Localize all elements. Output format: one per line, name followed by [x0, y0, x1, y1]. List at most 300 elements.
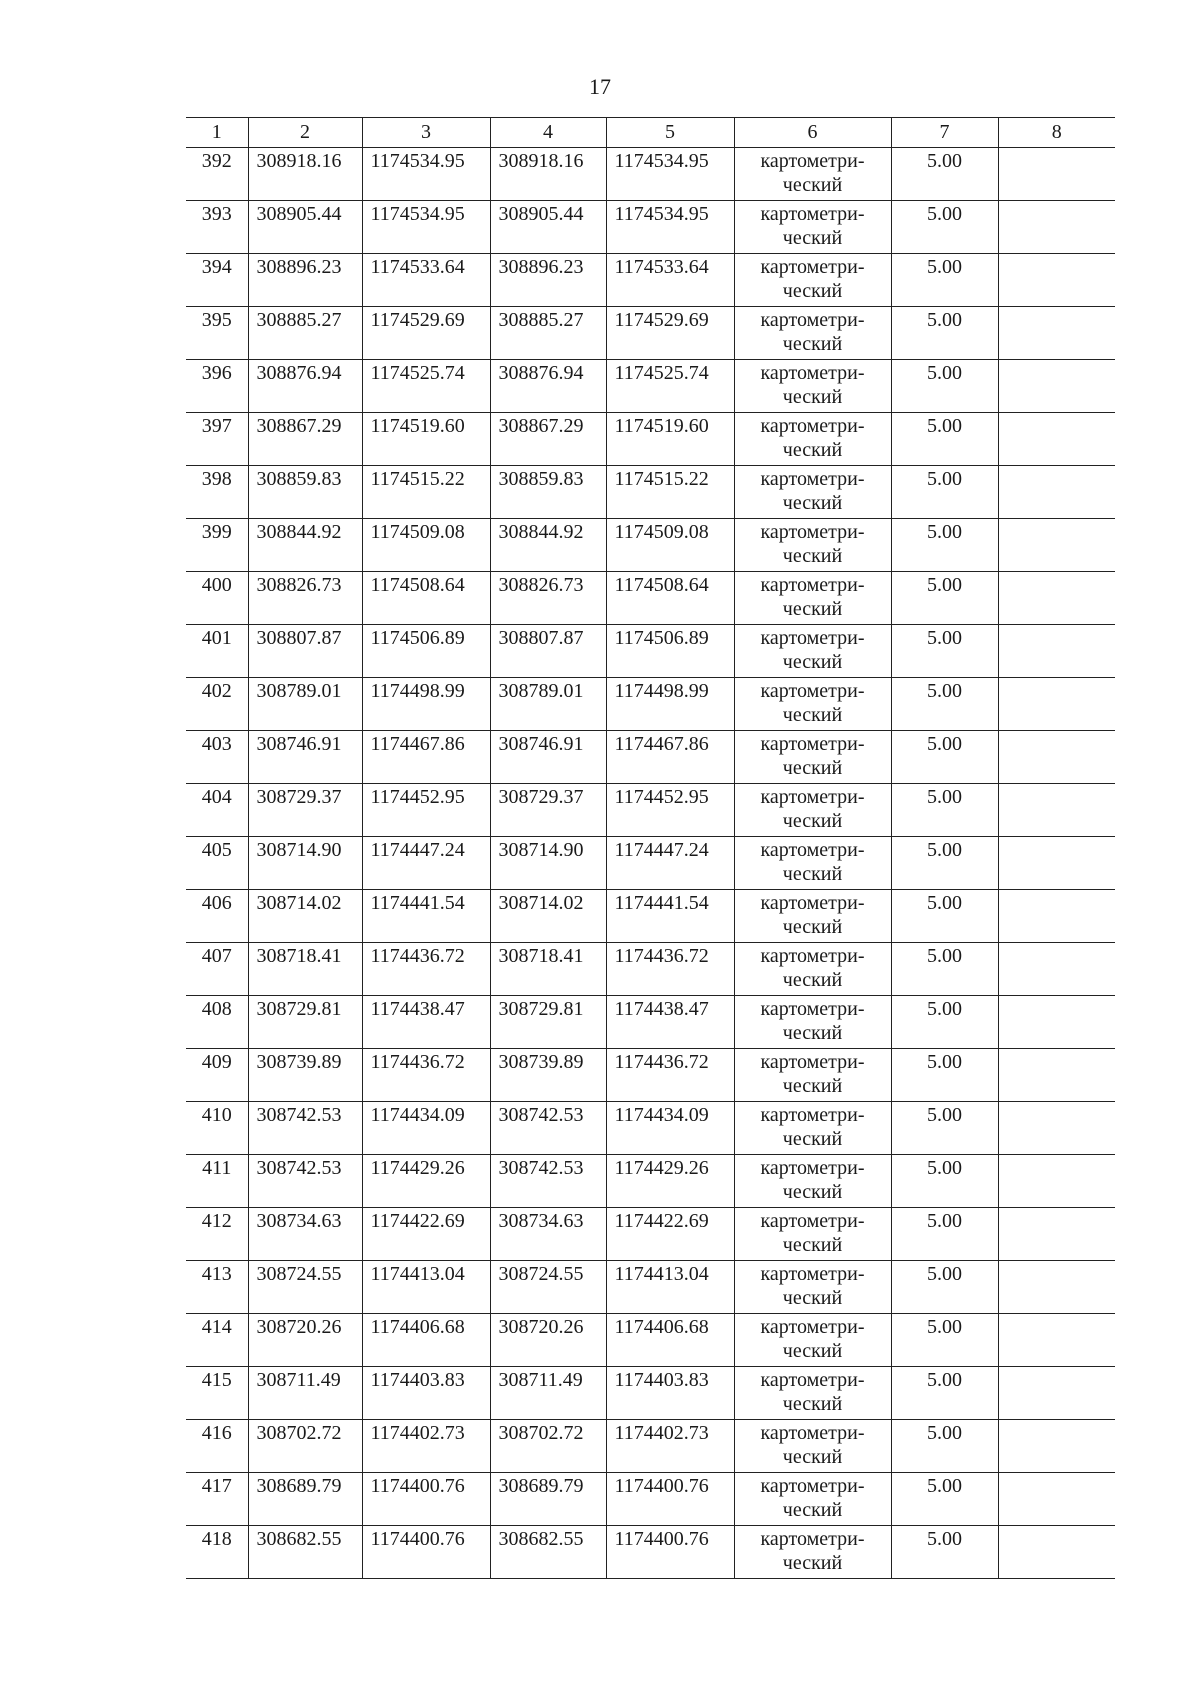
accuracy-cell: 5.00 [891, 466, 998, 519]
point-number-cell: 411 [186, 1155, 248, 1208]
method-line-1: картометри- [760, 415, 865, 437]
x-coordinate-2-cell: 308844.92 [490, 519, 606, 572]
y-coordinate-2-cell: 1174441.54 [606, 890, 734, 943]
y-coordinate-2-cell: 1174402.73 [606, 1420, 734, 1473]
note-cell [998, 837, 1115, 890]
method-line-1: картометри- [760, 892, 865, 914]
point-number-cell: 393 [186, 201, 248, 254]
method-line-2: ческий [782, 863, 843, 885]
method-line-2: ческий [782, 1340, 843, 1362]
x-coordinate-2-cell: 308885.27 [490, 307, 606, 360]
point-number-cell: 417 [186, 1473, 248, 1526]
table-row [186, 1526, 1115, 1579]
table-row [186, 572, 1115, 625]
header-col-4: 4 [490, 118, 606, 148]
method-line-1: картометри- [760, 945, 865, 967]
point-number-cell: 395 [186, 307, 248, 360]
method-line-2: ческий [782, 333, 843, 355]
accuracy-cell: 5.00 [891, 784, 998, 837]
y-coordinate-cell: 1174436.72 [362, 1049, 490, 1102]
method-cell [734, 943, 891, 996]
accuracy-cell: 5.00 [891, 731, 998, 784]
y-coordinate-2-cell: 1174403.83 [606, 1367, 734, 1420]
accuracy-cell: 5.00 [891, 1208, 998, 1261]
method-line-2: ческий [782, 492, 843, 514]
accuracy-cell: 5.00 [891, 996, 998, 1049]
x-coordinate-cell: 308714.02 [248, 890, 362, 943]
method-line-1: картометри- [760, 468, 865, 490]
x-coordinate-cell: 308885.27 [248, 307, 362, 360]
y-coordinate-2-cell: 1174447.24 [606, 837, 734, 890]
method-cell [734, 1261, 891, 1314]
point-number-cell: 408 [186, 996, 248, 1049]
method-line-1: картометри- [760, 1104, 865, 1126]
method-line-1: картометри- [760, 733, 865, 755]
table-row [186, 1261, 1115, 1314]
point-number-cell: 407 [186, 943, 248, 996]
accuracy-cell: 5.00 [891, 1420, 998, 1473]
note-cell [998, 784, 1115, 837]
table-row [186, 784, 1115, 837]
method-line-2: ческий [782, 1075, 843, 1097]
x-coordinate-cell: 308746.91 [248, 731, 362, 784]
y-coordinate-cell: 1174447.24 [362, 837, 490, 890]
point-number-cell: 405 [186, 837, 248, 890]
point-number-cell: 398 [186, 466, 248, 519]
table-row [186, 254, 1115, 307]
x-coordinate-cell: 308918.16 [248, 148, 362, 201]
y-coordinate-2-cell: 1174429.26 [606, 1155, 734, 1208]
note-cell [998, 943, 1115, 996]
header-col-8: 8 [998, 118, 1115, 148]
table-row [186, 1473, 1115, 1526]
header-col-5: 5 [606, 118, 734, 148]
method-line-1: картометри- [760, 1422, 865, 1444]
method-line-2: ческий [782, 969, 843, 991]
method-line-2: ческий [782, 439, 843, 461]
accuracy-cell: 5.00 [891, 360, 998, 413]
note-cell [998, 201, 1115, 254]
x-coordinate-cell: 308905.44 [248, 201, 362, 254]
accuracy-cell: 5.00 [891, 519, 998, 572]
y-coordinate-cell: 1174533.64 [362, 254, 490, 307]
x-coordinate-2-cell: 308918.16 [490, 148, 606, 201]
point-number-cell: 397 [186, 413, 248, 466]
note-cell [998, 413, 1115, 466]
x-coordinate-cell: 308826.73 [248, 572, 362, 625]
method-cell [734, 1049, 891, 1102]
note-cell [998, 890, 1115, 943]
x-coordinate-2-cell: 308876.94 [490, 360, 606, 413]
x-coordinate-2-cell: 308896.23 [490, 254, 606, 307]
point-number-cell: 416 [186, 1420, 248, 1473]
note-cell [998, 519, 1115, 572]
accuracy-cell: 5.00 [891, 837, 998, 890]
y-coordinate-2-cell: 1174436.72 [606, 943, 734, 996]
x-coordinate-2-cell: 308789.01 [490, 678, 606, 731]
method-cell [734, 1420, 891, 1473]
point-number-cell: 404 [186, 784, 248, 837]
y-coordinate-cell: 1174434.09 [362, 1102, 490, 1155]
point-number-cell: 403 [186, 731, 248, 784]
method-line-1: картометри- [760, 574, 865, 596]
note-cell [998, 1155, 1115, 1208]
accuracy-cell: 5.00 [891, 1367, 998, 1420]
point-number-cell: 412 [186, 1208, 248, 1261]
point-number-cell: 414 [186, 1314, 248, 1367]
accuracy-cell: 5.00 [891, 1261, 998, 1314]
method-line-1: картометри- [760, 1316, 865, 1338]
point-number-cell: 402 [186, 678, 248, 731]
x-coordinate-2-cell: 308718.41 [490, 943, 606, 996]
table-row [186, 837, 1115, 890]
table-row [186, 519, 1115, 572]
method-line-2: ческий [782, 651, 843, 673]
x-coordinate-cell: 308896.23 [248, 254, 362, 307]
y-coordinate-2-cell: 1174519.60 [606, 413, 734, 466]
y-coordinate-2-cell: 1174534.95 [606, 148, 734, 201]
y-coordinate-cell: 1174406.68 [362, 1314, 490, 1367]
point-number-cell: 392 [186, 148, 248, 201]
y-coordinate-2-cell: 1174498.99 [606, 678, 734, 731]
y-coordinate-cell: 1174429.26 [362, 1155, 490, 1208]
note-cell [998, 996, 1115, 1049]
point-number-cell: 396 [186, 360, 248, 413]
y-coordinate-2-cell: 1174452.95 [606, 784, 734, 837]
method-line-1: картометри- [760, 1157, 865, 1179]
method-line-1: картометри- [760, 627, 865, 649]
x-coordinate-cell: 308724.55 [248, 1261, 362, 1314]
x-coordinate-2-cell: 308729.81 [490, 996, 606, 1049]
point-number-cell: 406 [186, 890, 248, 943]
table-row [186, 1155, 1115, 1208]
method-line-2: ческий [782, 1181, 843, 1203]
method-cell [734, 1367, 891, 1420]
method-line-2: ческий [782, 227, 843, 249]
point-number-cell: 399 [186, 519, 248, 572]
method-line-1: картометри- [760, 1475, 865, 1497]
note-cell [998, 1367, 1115, 1420]
method-line-1: картометри- [760, 839, 865, 861]
note-cell [998, 1261, 1115, 1314]
table-row [186, 466, 1115, 519]
note-cell [998, 360, 1115, 413]
point-number-cell: 415 [186, 1367, 248, 1420]
x-coordinate-2-cell: 308724.55 [490, 1261, 606, 1314]
method-line-2: ческий [782, 598, 843, 620]
method-cell [734, 254, 891, 307]
point-number-cell: 400 [186, 572, 248, 625]
method-cell [734, 1155, 891, 1208]
method-line-1: картометри- [760, 309, 865, 331]
x-coordinate-cell: 308718.41 [248, 943, 362, 996]
y-coordinate-cell: 1174400.76 [362, 1473, 490, 1526]
point-number-cell: 409 [186, 1049, 248, 1102]
y-coordinate-2-cell: 1174533.64 [606, 254, 734, 307]
x-coordinate-cell: 308734.63 [248, 1208, 362, 1261]
x-coordinate-cell: 308867.29 [248, 413, 362, 466]
header-col-2: 2 [248, 118, 362, 148]
method-line-1: картометри- [760, 203, 865, 225]
accuracy-cell: 5.00 [891, 1049, 998, 1102]
y-coordinate-cell: 1174400.76 [362, 1526, 490, 1579]
y-coordinate-2-cell: 1174467.86 [606, 731, 734, 784]
x-coordinate-cell: 308807.87 [248, 625, 362, 678]
header-col-1: 1 [186, 118, 248, 148]
x-coordinate-2-cell: 308689.79 [490, 1473, 606, 1526]
method-line-2: ческий [782, 174, 843, 196]
x-coordinate-cell: 308729.81 [248, 996, 362, 1049]
note-cell [998, 1102, 1115, 1155]
method-cell [734, 1208, 891, 1261]
point-number-cell: 418 [186, 1526, 248, 1579]
accuracy-cell: 5.00 [891, 254, 998, 307]
method-cell [734, 413, 891, 466]
method-line-2: ческий [782, 757, 843, 779]
method-cell [734, 890, 891, 943]
x-coordinate-2-cell: 308746.91 [490, 731, 606, 784]
x-coordinate-cell: 308789.01 [248, 678, 362, 731]
accuracy-cell: 5.00 [891, 1314, 998, 1367]
table-row [186, 1314, 1115, 1367]
method-line-2: ческий [782, 1128, 843, 1150]
method-cell [734, 466, 891, 519]
method-line-2: ческий [782, 1287, 843, 1309]
y-coordinate-2-cell: 1174436.72 [606, 1049, 734, 1102]
note-cell [998, 1526, 1115, 1579]
method-line-1: картометри- [760, 998, 865, 1020]
method-cell [734, 996, 891, 1049]
method-line-1: картометри- [760, 1051, 865, 1073]
x-coordinate-2-cell: 308734.63 [490, 1208, 606, 1261]
note-cell [998, 307, 1115, 360]
accuracy-cell: 5.00 [891, 1473, 998, 1526]
method-cell [734, 519, 891, 572]
method-line-1: картометри- [760, 1263, 865, 1285]
table-header [186, 118, 1115, 148]
y-coordinate-cell: 1174509.08 [362, 519, 490, 572]
method-line-2: ческий [782, 1022, 843, 1044]
note-cell [998, 254, 1115, 307]
table-row [186, 1049, 1115, 1102]
x-coordinate-cell: 308859.83 [248, 466, 362, 519]
table-row [186, 1208, 1115, 1261]
method-line-1: картометри- [760, 786, 865, 808]
method-cell [734, 307, 891, 360]
accuracy-cell: 5.00 [891, 413, 998, 466]
method-cell [734, 360, 891, 413]
method-line-2: ческий [782, 545, 843, 567]
method-line-1: картометри- [760, 680, 865, 702]
table-row [186, 1102, 1115, 1155]
x-coordinate-cell: 308742.53 [248, 1102, 362, 1155]
method-line-2: ческий [782, 1234, 843, 1256]
method-line-2: ческий [782, 1446, 843, 1468]
accuracy-cell: 5.00 [891, 201, 998, 254]
table-row [186, 1367, 1115, 1420]
x-coordinate-cell: 308844.92 [248, 519, 362, 572]
x-coordinate-2-cell: 308859.83 [490, 466, 606, 519]
x-coordinate-cell: 308720.26 [248, 1314, 362, 1367]
x-coordinate-2-cell: 308711.49 [490, 1367, 606, 1420]
table-row [186, 996, 1115, 1049]
method-cell [734, 572, 891, 625]
table-row [186, 943, 1115, 996]
method-line-1: картометри- [760, 1369, 865, 1391]
method-line-2: ческий [782, 704, 843, 726]
y-coordinate-2-cell: 1174406.68 [606, 1314, 734, 1367]
table-row [186, 1420, 1115, 1473]
method-cell [734, 148, 891, 201]
method-cell [734, 1102, 891, 1155]
y-coordinate-cell: 1174422.69 [362, 1208, 490, 1261]
method-line-1: картометри- [760, 150, 865, 172]
y-coordinate-cell: 1174403.83 [362, 1367, 490, 1420]
y-coordinate-cell: 1174529.69 [362, 307, 490, 360]
accuracy-cell: 5.00 [891, 678, 998, 731]
y-coordinate-2-cell: 1174438.47 [606, 996, 734, 1049]
note-cell [998, 572, 1115, 625]
coordinates-table [186, 117, 1115, 1579]
y-coordinate-2-cell: 1174413.04 [606, 1261, 734, 1314]
note-cell [998, 1473, 1115, 1526]
x-coordinate-2-cell: 308742.53 [490, 1102, 606, 1155]
note-cell [998, 1314, 1115, 1367]
method-line-1: картометри- [760, 521, 865, 543]
y-coordinate-2-cell: 1174400.76 [606, 1526, 734, 1579]
accuracy-cell: 5.00 [891, 625, 998, 678]
y-coordinate-cell: 1174534.95 [362, 201, 490, 254]
table-row [186, 678, 1115, 731]
note-cell [998, 1049, 1115, 1102]
y-coordinate-2-cell: 1174529.69 [606, 307, 734, 360]
y-coordinate-2-cell: 1174534.95 [606, 201, 734, 254]
x-coordinate-cell: 308702.72 [248, 1420, 362, 1473]
x-coordinate-cell: 308876.94 [248, 360, 362, 413]
y-coordinate-cell: 1174506.89 [362, 625, 490, 678]
y-coordinate-cell: 1174525.74 [362, 360, 490, 413]
x-coordinate-2-cell: 308720.26 [490, 1314, 606, 1367]
note-cell [998, 148, 1115, 201]
y-coordinate-cell: 1174402.73 [362, 1420, 490, 1473]
accuracy-cell: 5.00 [891, 943, 998, 996]
y-coordinate-cell: 1174508.64 [362, 572, 490, 625]
method-cell [734, 201, 891, 254]
note-cell [998, 678, 1115, 731]
x-coordinate-2-cell: 308682.55 [490, 1526, 606, 1579]
x-coordinate-2-cell: 308807.87 [490, 625, 606, 678]
method-line-2: ческий [782, 1393, 843, 1415]
method-line-2: ческий [782, 280, 843, 302]
header-col-6: 6 [734, 118, 891, 148]
x-coordinate-2-cell: 308714.90 [490, 837, 606, 890]
table-row [186, 625, 1115, 678]
method-cell [734, 678, 891, 731]
method-line-1: картометри- [760, 256, 865, 278]
table-row [186, 360, 1115, 413]
method-line-2: ческий [782, 810, 843, 832]
x-coordinate-2-cell: 308867.29 [490, 413, 606, 466]
accuracy-cell: 5.00 [891, 572, 998, 625]
y-coordinate-cell: 1174534.95 [362, 148, 490, 201]
method-cell [734, 731, 891, 784]
method-line-2: ческий [782, 916, 843, 938]
header-row [186, 118, 1115, 148]
accuracy-cell: 5.00 [891, 1155, 998, 1208]
point-number-cell: 410 [186, 1102, 248, 1155]
point-number-cell: 401 [186, 625, 248, 678]
y-coordinate-2-cell: 1174508.64 [606, 572, 734, 625]
y-coordinate-cell: 1174436.72 [362, 943, 490, 996]
x-coordinate-cell: 308729.37 [248, 784, 362, 837]
table-row [186, 148, 1115, 201]
page-number: 17 [589, 74, 611, 99]
x-coordinate-2-cell: 308905.44 [490, 201, 606, 254]
method-cell [734, 1526, 891, 1579]
header-col-3: 3 [362, 118, 490, 148]
x-coordinate-cell: 308739.89 [248, 1049, 362, 1102]
method-cell [734, 784, 891, 837]
x-coordinate-cell: 308742.53 [248, 1155, 362, 1208]
y-coordinate-2-cell: 1174434.09 [606, 1102, 734, 1155]
y-coordinate-cell: 1174519.60 [362, 413, 490, 466]
method-line-1: картометри- [760, 1528, 865, 1550]
note-cell [998, 1420, 1115, 1473]
method-line-2: ческий [782, 386, 843, 408]
note-cell [998, 731, 1115, 784]
table-row [186, 307, 1115, 360]
accuracy-cell: 5.00 [891, 1102, 998, 1155]
accuracy-cell: 5.00 [891, 890, 998, 943]
accuracy-cell: 5.00 [891, 307, 998, 360]
method-line-2: ческий [782, 1552, 843, 1574]
y-coordinate-2-cell: 1174400.76 [606, 1473, 734, 1526]
y-coordinate-cell: 1174441.54 [362, 890, 490, 943]
note-cell [998, 625, 1115, 678]
y-coordinate-cell: 1174515.22 [362, 466, 490, 519]
y-coordinate-cell: 1174452.95 [362, 784, 490, 837]
y-coordinate-2-cell: 1174509.08 [606, 519, 734, 572]
y-coordinate-cell: 1174498.99 [362, 678, 490, 731]
x-coordinate-2-cell: 308702.72 [490, 1420, 606, 1473]
method-cell [734, 1314, 891, 1367]
x-coordinate-2-cell: 308826.73 [490, 572, 606, 625]
method-line-1: картометри- [760, 1210, 865, 1232]
note-cell [998, 1208, 1115, 1261]
x-coordinate-cell: 308711.49 [248, 1367, 362, 1420]
y-coordinate-2-cell: 1174525.74 [606, 360, 734, 413]
y-coordinate-2-cell: 1174506.89 [606, 625, 734, 678]
method-line-2: ческий [782, 1499, 843, 1521]
y-coordinate-2-cell: 1174515.22 [606, 466, 734, 519]
accuracy-cell: 5.00 [891, 1526, 998, 1579]
x-coordinate-2-cell: 308739.89 [490, 1049, 606, 1102]
method-cell [734, 1473, 891, 1526]
table-body [186, 148, 1115, 1579]
point-number-cell: 394 [186, 254, 248, 307]
x-coordinate-cell: 308682.55 [248, 1526, 362, 1579]
table-row [186, 890, 1115, 943]
point-number-cell: 413 [186, 1261, 248, 1314]
y-coordinate-cell: 1174413.04 [362, 1261, 490, 1314]
table-row [186, 413, 1115, 466]
table-row [186, 731, 1115, 784]
x-coordinate-cell: 308689.79 [248, 1473, 362, 1526]
x-coordinate-cell: 308714.90 [248, 837, 362, 890]
y-coordinate-2-cell: 1174422.69 [606, 1208, 734, 1261]
accuracy-cell: 5.00 [891, 148, 998, 201]
method-cell [734, 837, 891, 890]
